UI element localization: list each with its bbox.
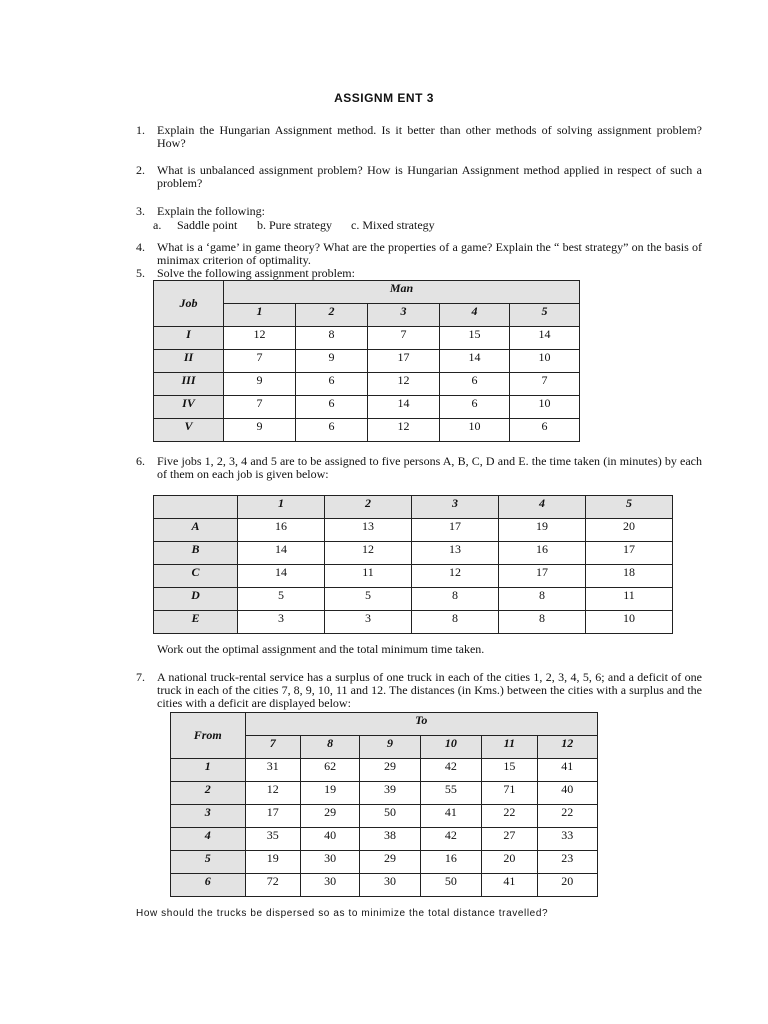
table-row bbox=[171, 782, 598, 805]
table-cell: 41 bbox=[482, 874, 537, 897]
question-3-option-a: Saddle point bbox=[177, 218, 238, 232]
table-cell: 18 bbox=[586, 565, 673, 588]
column-header: 1 bbox=[238, 496, 325, 519]
table-row bbox=[171, 828, 598, 851]
table-cell: 8 bbox=[412, 588, 499, 611]
assignment-table-q5 bbox=[153, 280, 580, 442]
table-cell: 20 bbox=[482, 851, 537, 874]
table-cell: 11 bbox=[325, 565, 412, 588]
row-header: 3 bbox=[171, 805, 246, 828]
table-cell: 6 bbox=[296, 396, 368, 419]
closing-question: How should the trucks be dispersed so as to minimize the total distance travelled? bbox=[136, 908, 549, 919]
column-header: 10 bbox=[420, 736, 481, 759]
question-6-followup: Work out the optimal assignment and the total minimum time taken. bbox=[157, 642, 485, 656]
row-header: II bbox=[154, 350, 224, 373]
table-cell: 71 bbox=[482, 782, 537, 805]
question-2-text: What is unbalanced assignment problem? How is Hungarian Assignment method applied in respect of such a problem? bbox=[157, 163, 702, 190]
row-header: III bbox=[154, 373, 224, 396]
row-header: V bbox=[154, 419, 224, 442]
question-7-number: 7. bbox=[136, 670, 145, 684]
row-header: IV bbox=[154, 396, 224, 419]
table-cell: 42 bbox=[420, 759, 481, 782]
table-row bbox=[154, 373, 580, 396]
question-3-option-a-marker: a. bbox=[153, 218, 162, 232]
table-cell: 20 bbox=[586, 519, 673, 542]
table-row bbox=[154, 419, 580, 442]
table-cell: 6 bbox=[440, 373, 510, 396]
table-cell: 17 bbox=[586, 542, 673, 565]
table-cell: 22 bbox=[537, 805, 597, 828]
table-cell: 50 bbox=[360, 805, 420, 828]
question-4-text: What is a ‘game’ in game theory? What are the properties of a game? Explain the “ best strategy” on the basis of minimax criterion of optimality. bbox=[157, 240, 702, 267]
table-cell: 3 bbox=[238, 611, 325, 634]
table-cell: 12 bbox=[368, 419, 440, 442]
table-cell: 19 bbox=[245, 851, 300, 874]
table-cell: 6 bbox=[440, 396, 510, 419]
column-header: 2 bbox=[325, 496, 412, 519]
table-cell: 14 bbox=[238, 565, 325, 588]
table-cell: 23 bbox=[537, 851, 597, 874]
table-cell: 72 bbox=[245, 874, 300, 897]
column-header: 5 bbox=[586, 496, 673, 519]
question-3-text: Explain the following: bbox=[157, 204, 265, 218]
question-7-text: A national truck-rental service has a surplus of one truck in each of the cities 1, 2, 3, 4, 5, 6; and a deficit of one truck in each of the cities 7, 8, 9, 10, 11 and 12. The distances (in Kms.) between the cities with a surplus and the cities with a deficit are displayed below: bbox=[157, 670, 702, 710]
table-row bbox=[154, 396, 580, 419]
table-cell: 6 bbox=[510, 419, 580, 442]
table-cell: 50 bbox=[420, 874, 481, 897]
row-header: 5 bbox=[171, 851, 246, 874]
table-cell: 33 bbox=[537, 828, 597, 851]
table-cell: 55 bbox=[420, 782, 481, 805]
table-cell: 20 bbox=[537, 874, 597, 897]
table-cell: 11 bbox=[586, 588, 673, 611]
table-cell: 14 bbox=[368, 396, 440, 419]
table-cell: 9 bbox=[224, 419, 296, 442]
table-cell: 13 bbox=[325, 519, 412, 542]
table-cell: 3 bbox=[325, 611, 412, 634]
column-header: 12 bbox=[537, 736, 597, 759]
table-cell: 5 bbox=[325, 588, 412, 611]
table-cell: 14 bbox=[510, 327, 580, 350]
question-5-number: 5. bbox=[136, 266, 145, 280]
question-6-text: Five jobs 1, 2, 3, 4 and 5 are to be assigned to five persons A, B, C, D and E. the time taken (in minutes) by each of them on each job is given below: bbox=[157, 454, 702, 481]
table-cell: 38 bbox=[360, 828, 420, 851]
table-cell: 17 bbox=[412, 519, 499, 542]
column-header: 7 bbox=[245, 736, 300, 759]
table-cell: 39 bbox=[360, 782, 420, 805]
table-cell: 9 bbox=[296, 350, 368, 373]
table-cell: 22 bbox=[482, 805, 537, 828]
table-row bbox=[171, 874, 598, 897]
table-cell: 12 bbox=[368, 373, 440, 396]
table-cell: 29 bbox=[300, 805, 359, 828]
table-cell: 8 bbox=[499, 611, 586, 634]
column-header: 2 bbox=[296, 304, 368, 327]
row-header: E bbox=[154, 611, 238, 634]
column-header: 1 bbox=[224, 304, 296, 327]
page-title: ASSIGNM ENT 3 bbox=[334, 91, 434, 105]
table-cell: 40 bbox=[300, 828, 359, 851]
row-header: I bbox=[154, 327, 224, 350]
table-cell: 31 bbox=[245, 759, 300, 782]
row-header: 1 bbox=[171, 759, 246, 782]
row-header: 4 bbox=[171, 828, 246, 851]
table-row bbox=[171, 851, 598, 874]
table-row bbox=[154, 611, 673, 634]
table-cell: 9 bbox=[224, 373, 296, 396]
table-row bbox=[154, 519, 673, 542]
table-row bbox=[171, 805, 598, 828]
question-5-text: Solve the following assignment problem: bbox=[157, 266, 355, 280]
question-1-number: 1. bbox=[136, 123, 145, 137]
table-cell: 7 bbox=[224, 350, 296, 373]
table-cell: 8 bbox=[412, 611, 499, 634]
table-cell: 16 bbox=[499, 542, 586, 565]
column-header: 3 bbox=[368, 304, 440, 327]
table-cell: 12 bbox=[224, 327, 296, 350]
table-corner-job: Job bbox=[154, 281, 224, 327]
row-header: C bbox=[154, 565, 238, 588]
column-header: 9 bbox=[360, 736, 420, 759]
table-cell: 41 bbox=[537, 759, 597, 782]
table-cell: 7 bbox=[224, 396, 296, 419]
table-cell: 30 bbox=[300, 851, 359, 874]
table-cell: 5 bbox=[238, 588, 325, 611]
row-header: D bbox=[154, 588, 238, 611]
question-4-number: 4. bbox=[136, 240, 145, 254]
table-cell: 12 bbox=[412, 565, 499, 588]
table-cell: 17 bbox=[499, 565, 586, 588]
table-cell: 12 bbox=[245, 782, 300, 805]
table-cell: 17 bbox=[245, 805, 300, 828]
table-cell: 29 bbox=[360, 759, 420, 782]
column-header: 4 bbox=[499, 496, 586, 519]
column-header: 11 bbox=[482, 736, 537, 759]
table-cell: 14 bbox=[238, 542, 325, 565]
table-row bbox=[171, 759, 598, 782]
question-3-option-c: c. Mixed strategy bbox=[351, 218, 435, 232]
table-cell: 6 bbox=[296, 419, 368, 442]
table-corner bbox=[154, 496, 238, 519]
table-cell: 15 bbox=[482, 759, 537, 782]
table-row bbox=[154, 350, 580, 373]
table-cell: 10 bbox=[440, 419, 510, 442]
table-row bbox=[154, 327, 580, 350]
table-cell: 30 bbox=[360, 874, 420, 897]
table-cell: 6 bbox=[296, 373, 368, 396]
question-6-number: 6. bbox=[136, 454, 145, 468]
row-header: 2 bbox=[171, 782, 246, 805]
question-3-option-b: b. Pure strategy bbox=[257, 218, 332, 232]
table-cell: 17 bbox=[368, 350, 440, 373]
row-header: 6 bbox=[171, 874, 246, 897]
table-corner-from: From bbox=[171, 713, 246, 759]
column-header: 8 bbox=[300, 736, 359, 759]
table-cell: 41 bbox=[420, 805, 481, 828]
table-cell: 8 bbox=[296, 327, 368, 350]
time-table-q6 bbox=[153, 495, 673, 634]
table-row bbox=[154, 542, 673, 565]
table-cell: 19 bbox=[300, 782, 359, 805]
table-cell: 35 bbox=[245, 828, 300, 851]
table-cell: 7 bbox=[510, 373, 580, 396]
table-cell: 10 bbox=[586, 611, 673, 634]
distance-table-q7 bbox=[170, 712, 598, 897]
table-cell: 15 bbox=[440, 327, 510, 350]
table-cell: 27 bbox=[482, 828, 537, 851]
column-header: 3 bbox=[412, 496, 499, 519]
table-cell: 10 bbox=[510, 350, 580, 373]
table-cell: 12 bbox=[325, 542, 412, 565]
table-cell: 29 bbox=[360, 851, 420, 874]
table-cell: 8 bbox=[499, 588, 586, 611]
table-cell: 7 bbox=[368, 327, 440, 350]
table-cell: 13 bbox=[412, 542, 499, 565]
table-cell: 30 bbox=[300, 874, 359, 897]
table-cell: 40 bbox=[537, 782, 597, 805]
question-1-text: Explain the Hungarian Assignment method. Is it better than other methods of solving assignment problem? How? bbox=[157, 123, 702, 150]
table-row bbox=[154, 588, 673, 611]
row-header: B bbox=[154, 542, 238, 565]
column-header: 5 bbox=[510, 304, 580, 327]
table-cell: 14 bbox=[440, 350, 510, 373]
table-row bbox=[154, 565, 673, 588]
table-cell: 62 bbox=[300, 759, 359, 782]
table-cell: 42 bbox=[420, 828, 481, 851]
table-group-header-man: Man bbox=[224, 281, 580, 304]
table-cell: 19 bbox=[499, 519, 586, 542]
table-group-header-to: To bbox=[245, 713, 597, 736]
question-2-number: 2. bbox=[136, 163, 145, 177]
table-cell: 16 bbox=[420, 851, 481, 874]
table-cell: 16 bbox=[238, 519, 325, 542]
question-3-number: 3. bbox=[136, 204, 145, 218]
row-header: A bbox=[154, 519, 238, 542]
column-header: 4 bbox=[440, 304, 510, 327]
table-cell: 10 bbox=[510, 396, 580, 419]
